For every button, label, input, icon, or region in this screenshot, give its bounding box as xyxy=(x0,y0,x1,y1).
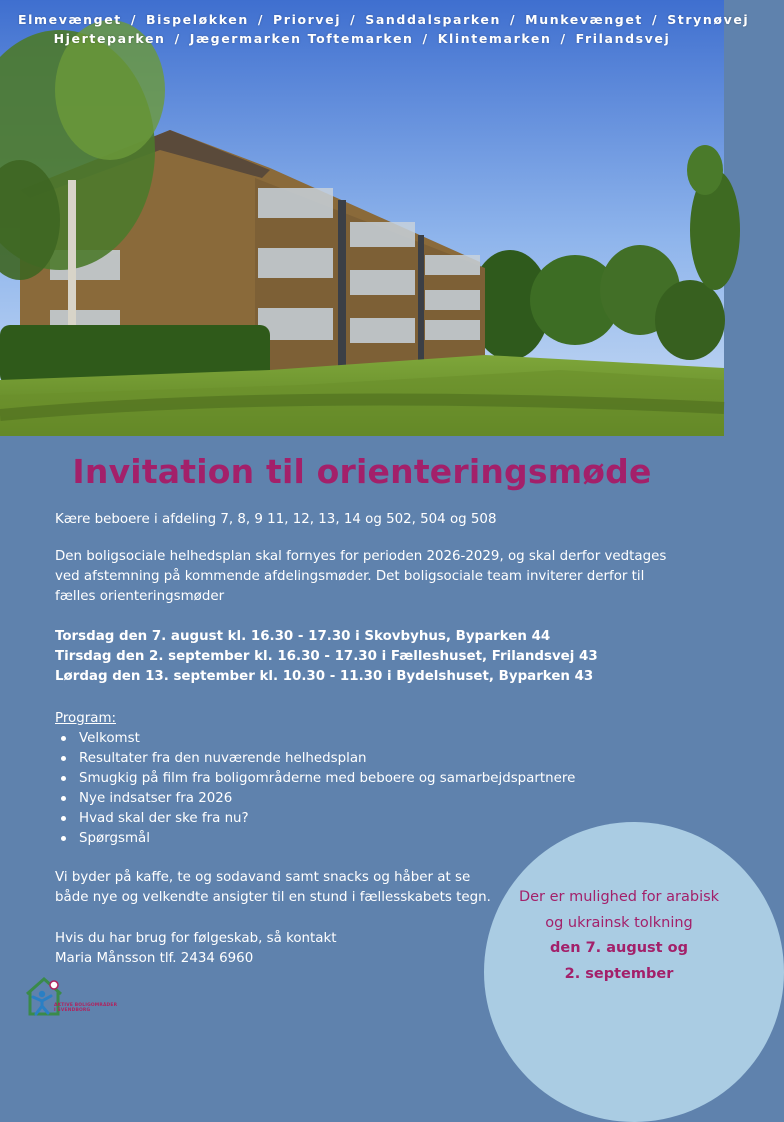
contact-line: Hvis du har brug for følgeskab, så kontakt xyxy=(55,931,337,946)
program-item: Hvad skal der ske fra nu? xyxy=(55,809,695,829)
street-name: Sanddalsparken xyxy=(365,12,501,27)
meeting-item: Torsdag den 7. august kl. 16.30 - 17.30 i Skovbyhus, Byparken 44 xyxy=(55,629,551,644)
separator: / xyxy=(652,12,659,27)
program-item: Resultater fra den nuværende helhedsplan xyxy=(55,749,695,769)
meeting-item: Tirsdag den 2. september kl. 16.30 - 17.30 i Fælleshuset, Frilandsvej 43 xyxy=(55,649,598,664)
separator: / xyxy=(560,31,567,46)
interpretation-line: og ukrainsk tolkning xyxy=(545,914,693,931)
separator: / xyxy=(510,12,517,27)
street-name: Priorvej xyxy=(273,12,342,27)
street-line-1 xyxy=(18,10,750,29)
interpretation-date: den 7. august og xyxy=(550,940,688,956)
street-name: Bispeløkken xyxy=(146,12,249,27)
separator: / xyxy=(174,31,181,46)
invitation-content xyxy=(0,436,724,1024)
page-title: Invitation til orienteringsmøde xyxy=(72,452,652,491)
separator: / xyxy=(422,31,429,46)
contact-person: Maria Månsson tlf. 2434 6960 xyxy=(55,951,254,966)
program-list xyxy=(55,729,695,849)
interpretation-date: 2. september xyxy=(564,965,674,982)
logo-caption-line: I SVENDBORG xyxy=(54,1008,91,1013)
refreshments-text: Vi byder på kaffe, te og sodavand samt snacks og håber at se både nye og velkendte ansigter til en stund i fællesskabets tegn. xyxy=(55,870,491,905)
program-item: Spørgsmål xyxy=(55,829,695,849)
apartment-building-photo xyxy=(0,0,724,436)
street-line-2 xyxy=(18,29,706,48)
program-item: Smugkig på film fra boligområderne med beboere og samarbejdspartnere xyxy=(55,769,695,789)
program-item: Nye indsatser fra 2026 xyxy=(55,789,695,809)
street-name: Elmevænget xyxy=(18,12,122,27)
program-section xyxy=(55,709,695,849)
logo-caption-line: AKTIVE BOLIGOMRÅDER xyxy=(54,1003,118,1008)
street-names xyxy=(0,10,750,48)
separator: / xyxy=(350,12,357,27)
street-name: Strynøvej xyxy=(667,12,750,27)
greeting-text: Kære beboere i afdeling 7, 8, 9 11, 12, 13, 14 og 502, 504 og 508 xyxy=(55,512,497,527)
street-name: Jægermarken Toftemarken xyxy=(189,31,414,46)
street-name: Munkevænget xyxy=(525,12,644,27)
street-name: Hjerteparken xyxy=(53,31,166,46)
header-photo xyxy=(0,0,750,436)
program-item: Velkomst xyxy=(55,729,695,749)
meeting-item: Lørdag den 13. september kl. 10.30 - 11.30 i Bydelshuset, Byparken 43 xyxy=(55,669,594,684)
street-name: Klintemarken xyxy=(437,31,552,46)
program-heading: Program: xyxy=(55,711,117,726)
street-name: Frilandsvej xyxy=(575,31,671,46)
interpretation-text xyxy=(494,885,744,987)
logo-caption xyxy=(54,1003,117,1013)
meeting-list xyxy=(55,627,695,687)
separator: / xyxy=(130,12,138,27)
separator: / xyxy=(257,12,265,27)
interpretation-line: Der er mulighed for arabisk xyxy=(518,889,720,905)
intro-text: Den boligsociale helhedsplan skal fornyes for perioden 2026-2029, og skal derfor vedtages ved afstemning på kommende afdelingsmøder. Det boligsociale team inviterer derfor til fælles orienteringsmøder xyxy=(55,549,667,604)
